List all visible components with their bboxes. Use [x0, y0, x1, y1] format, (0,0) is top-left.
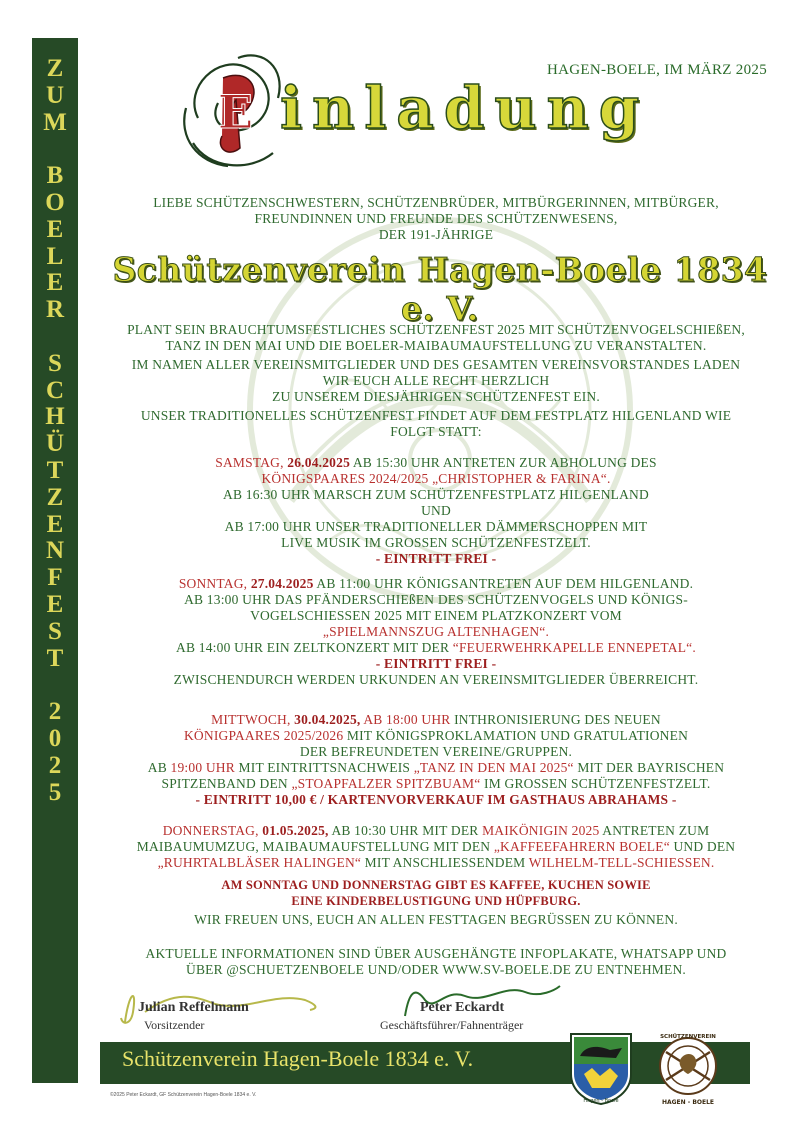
event-line: MIT DER BAYRISCHEN [577, 760, 725, 775]
event-line: MIT DER [422, 823, 479, 838]
info-note [96, 946, 776, 978]
welcome-line: WIR FREUEN UNS, EUCH AN ALLEN FESTTAGEN BEGRÜSSEN ZU KÖNNEN. [194, 912, 678, 927]
event-highlight: WILHELM-TELL-SCHIESSEN. [528, 855, 715, 870]
event-line: AB 13:00 UHR DAS PFÄNDERSCHIEßEN DES SCHÜTZENVOGELS UND KÖNIGS- [184, 592, 688, 607]
intro-line: LIEBE SCHÜTZENSCHWESTERN, SCHÜTZENBRÜDER, MITBÜRGERINNEN, MITBÜRGER, [153, 195, 719, 210]
event-highlight: „STOAPFALZER SPITZBUAM“ [291, 776, 481, 791]
event-time: AB 10:30 UHR [331, 823, 419, 838]
thursday-block [96, 823, 776, 871]
event-line: AB 16:30 UHR MARSCH ZUM SCHÜTZENFESTPLATZ HILGENLAND [223, 487, 649, 502]
info-line: ÜBER @SCHUETZENBOELE UND/ODER WWW.SV-BOELE.DE ZU ENTNEHMEN. [186, 962, 686, 977]
signature-2 [380, 1000, 523, 1033]
event-line: AB 14:00 UHR EIN ZELTKONZERT MIT DER [176, 640, 450, 655]
association-name-heading: Schützenverein Hagen-Boele 1834 e. V. [112, 250, 768, 328]
coffee-line: AM SONNTAG UND DONNERSTAG GIBT ES KAFFEE, KUCHEN SOWIE [221, 878, 651, 892]
signature-role: Vorsitzender [144, 1018, 205, 1032]
intro-line: FREUNDINNEN UND FREUNDE DES SCHÜTZENWESENS, [254, 211, 618, 226]
sidebar-letter: 5 [48, 778, 62, 806]
event-line: MIT EINTRITTSNACHWEIS [238, 760, 411, 775]
sidebar-letter: N [45, 537, 65, 565]
sidebar-letter: E [46, 269, 64, 297]
sidebar-letter: U [45, 81, 65, 109]
sidebar-letter: 2 [48, 751, 62, 779]
event-highlight: „KAFFEEFAHRERN BOELE“ [493, 839, 670, 854]
sidebar-letter: 0 [48, 724, 62, 752]
sidebar-letter: L [46, 242, 64, 270]
plans-line: TANZ IN DEN MAI UND DIE BOELER-MAIBAUMAUFSTELLUNG ZU VERANSTALTEN. [165, 338, 707, 353]
plans-line: IM NAMEN ALLER VEREINSMITGLIEDER UND DES GESAMTEN VEREINSVORSTANDES LADEN [131, 357, 741, 372]
event-line: „SPIELMANNSZUG ALTENHAGEN“. [322, 624, 550, 639]
svg-text:SCHÜTZENVEREIN: SCHÜTZENVEREIN [660, 1034, 716, 1040]
svg-text:Hagen - Boele: Hagen - Boele [583, 1098, 619, 1104]
event-highlight: „TANZ IN DEN MAI 2025“ [413, 760, 574, 775]
sidebar-letter: E [46, 510, 64, 538]
entry-note: - EINTRITT 10,00 € / KARTENVORVERKAUF IM GASTHAUS ABRAHAMS - [195, 792, 677, 807]
sidebar-letter: C [45, 376, 65, 404]
event-line: DER BEFREUNDETEN VEREINE/GRUPPEN. [299, 744, 573, 759]
saturday-block [96, 455, 776, 567]
sidebar-letter: E [46, 215, 64, 243]
plans-line: FOLGT STATT: [390, 424, 482, 439]
event-line: IM GROSSEN SCHÜTZENFESTZELT. [484, 776, 711, 791]
signature-name: Peter Eckardt [420, 1000, 505, 1015]
sidebar-letter: O [45, 188, 65, 216]
event-time: 19:00 UHR [170, 760, 235, 775]
welcome-note [96, 912, 776, 928]
event-line: KÖNIGSPAARES 2024/2025 „CHRISTOPHER & FARINA“. [261, 471, 611, 486]
event-line: MIT KÖNIGSPROKLAMATION UND GRATULATIONEN [346, 728, 689, 743]
plans-line: WIR EUCH ALLE RECHT HERZLICH [322, 373, 550, 388]
sidebar-letter: S [48, 349, 62, 377]
coat-of-arms-logo-icon [566, 1030, 636, 1106]
info-line: AKTUELLE INFORMATIONEN SIND ÜBER AUSGEHÄNGTE INFOPLAKATE, WHATSAPP UND [145, 946, 727, 961]
signature-name: Julian Reffelmann [138, 1000, 249, 1015]
intro-line: DER 191-JÄHRIGE [378, 227, 494, 242]
day-label: SONNTAG, [178, 576, 248, 591]
intro-block [96, 195, 776, 243]
day-label: DONNERSTAG, [162, 823, 259, 838]
sunday-block [96, 576, 776, 688]
event-line: UND [421, 503, 451, 518]
sidebar-letter: T [46, 456, 64, 484]
plans-line: PLANT SEIN BRAUCHTUMSFESTLICHES SCHÜTZENFEST 2025 MIT SCHÜTZENVOGELSCHIEßEN, [127, 322, 745, 337]
signature-role: Geschäftsführer/Fahnenträger [380, 1018, 524, 1032]
signature-1 [138, 1000, 249, 1033]
day-label: SAMSTAG, [215, 455, 284, 470]
event-line: AB 11:00 UHR KÖNIGSANTRETEN AUF DEM HILGENLAND. [316, 576, 694, 591]
event-highlight: “FEUERWEHRKAPELLE ENNEPETAL“. [452, 640, 696, 655]
title-rest-text: inladung [280, 74, 650, 142]
sidebar-letter: Z [46, 483, 64, 511]
day-label: MITTWOCH, [211, 712, 291, 727]
sidebar-letter: E [46, 590, 64, 618]
event-line: AB [147, 760, 167, 775]
decorative-initial-icon [178, 48, 288, 176]
event-date: 01.05.2025, [262, 823, 329, 838]
sidebar-letter: M [43, 108, 67, 136]
event-highlight: „RUHRTALBLÄSER HALINGEN“ [157, 855, 362, 870]
event-line: ANTRETEN ZUM [602, 823, 710, 838]
sidebar-letter: Ü [45, 430, 65, 458]
entry-note: - EINTRITT FREI - [375, 656, 497, 671]
sidebar-vertical-title [32, 56, 78, 806]
event-line: INTHRONISIERUNG DES NEUEN [454, 712, 661, 727]
sidebar-letter: S [48, 617, 62, 645]
event-highlight: MAIKÖNIGIN 2025 [482, 823, 600, 838]
sidebar-letter: B [46, 162, 64, 190]
sidebar-letter: Z [46, 55, 64, 82]
sidebar-letter: T [46, 644, 64, 672]
title-einladung [178, 48, 718, 176]
coffee-line: EINE KINDERBELUSTIGUNG UND HÜPFBURG. [291, 894, 581, 908]
title-initial-letter: E [218, 85, 254, 139]
event-date: 30.04.2025, [294, 712, 361, 727]
event-date: 27.04.2025 [250, 576, 314, 591]
coffee-note [96, 877, 776, 909]
header-date: HAGEN-BOELE, IM MÄRZ 2025 [547, 62, 767, 78]
sidebar-letter: 2 [48, 698, 62, 726]
event-line: LIVE MUSIK IM GROSSEN SCHÜTZENFESTZELT. [281, 535, 591, 550]
event-line: UND DEN [673, 839, 736, 854]
wednesday-block [96, 712, 776, 808]
event-date: 26.04.2025 [287, 455, 351, 470]
plans-line: ZU UNSEREM DIESJÄHRIGEN SCHÜTZENFEST EIN. [272, 389, 600, 404]
plans-line: UNSER TRADITIONELLES SCHÜTZENFEST FINDET AUF DEM FESTPLATZ HILGENLAND WIE [140, 408, 732, 423]
copyright-note: ©2025 Peter Eckardt, GF Schützenverein Hagen-Boele 1834 e. V. [110, 1092, 257, 1098]
sidebar-letter: F [47, 564, 63, 592]
entry-note: - EINTRITT FREI - [375, 551, 497, 566]
event-line: VOGELSCHIESSEN 2025 MIT EINEM PLATZKONZERT VOM [250, 608, 622, 623]
event-line: AB 15:30 UHR ANTRETEN ZUR ABHOLUNG DES [352, 455, 657, 470]
sidebar-letter: R [45, 296, 65, 324]
event-time: AB 18:00 UHR [363, 712, 451, 727]
club-emblem-logo-icon [652, 1030, 724, 1106]
plans-block [96, 322, 776, 440]
event-line: ZWISCHENDURCH WERDEN URKUNDEN AN VEREINSMITGLIEDER ÜBERREICHT. [173, 672, 699, 687]
event-line: AB 17:00 UHR UNSER TRADITIONELLER DÄMMERSCHOPPEN MIT [224, 519, 648, 534]
svg-text:HAGEN - BOELE: HAGEN - BOELE [661, 1099, 715, 1106]
event-line: MAIBAUMUMZUG, MAIBAUMAUFSTELLUNG MIT DEN [136, 839, 491, 854]
event-line: SPITZENBAND DEN [161, 776, 288, 791]
sidebar-letter: H [45, 403, 65, 431]
footer-title: Schützenverein Hagen-Boele 1834 e. V. [122, 1046, 474, 1071]
event-line: MIT ANSCHLIESSENDEM [364, 855, 526, 870]
event-highlight: KÖNIGPAARES 2025/2026 [183, 728, 344, 743]
